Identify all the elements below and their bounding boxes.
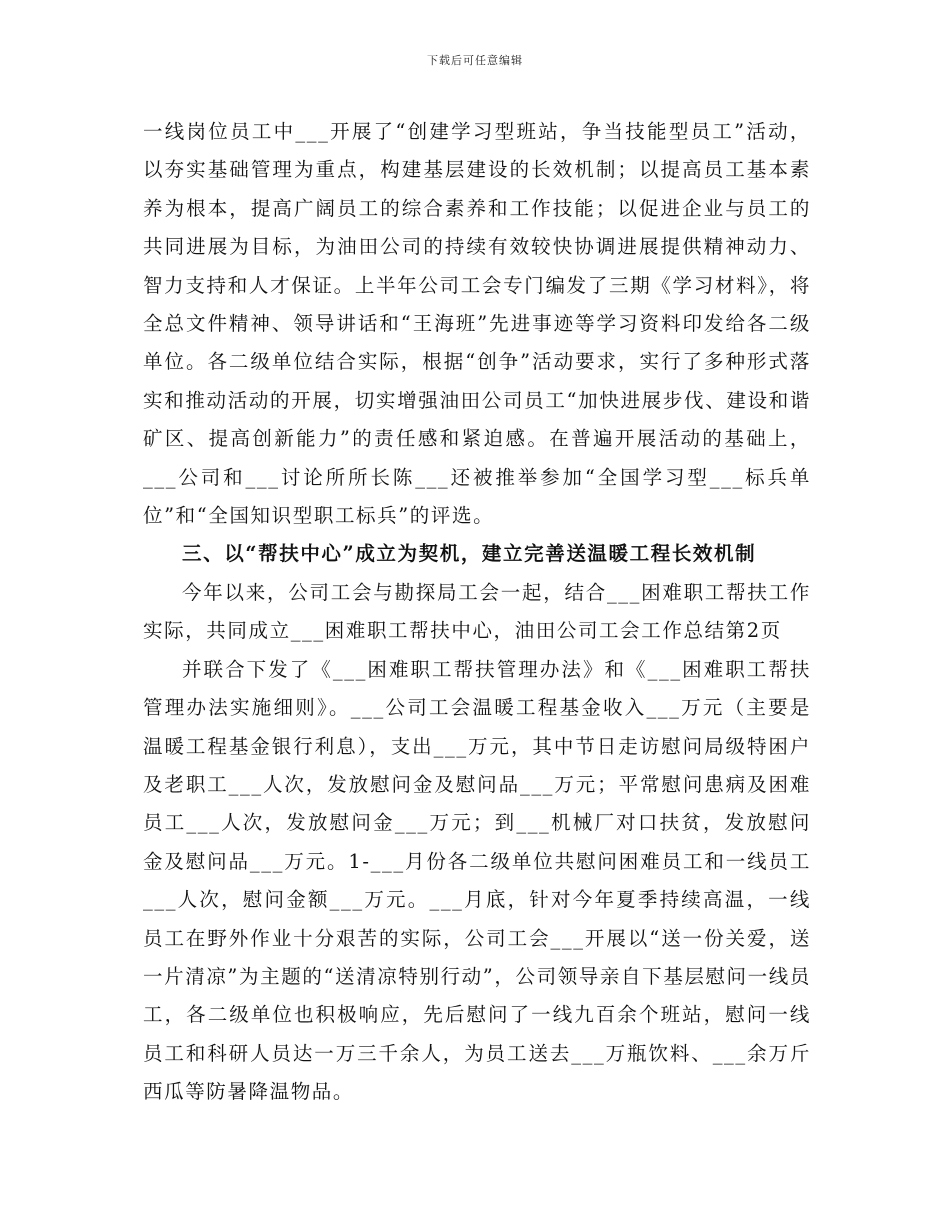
- header-note: 下载后可任意编辑: [427, 54, 523, 67]
- paragraph-help-center: 今年以来，公司工会与勘探局工会一起，结合___困难职工帮扶工作实际，共同成立___困难职工帮扶中心，油田公司工会工作总结第2页: [143, 580, 811, 643]
- paragraph-warmth-project: 并联合下发了《___困难职工帮扶管理办法》和《___困难职工帮扶管理办法实施细则》。___公司工会温暖工程基金收入___万元（主要是温暖工程基金银行利息），支出___万元，其中节日走访慰问局级特困户及老职工___人次，发放慰问金及慰问品___万元；平常慰问患病及困难员工___人次，发放慰问金___万元；到___机械厂对口扶贫，发放慰问金及慰问品___万元。1-___月份各二级单位共慰问困难员工和一线员工___人次，慰问金额___万元。___月底，针对今年夏季持续高温，一线员工在野外作业十分艰苦的实际，公司工会___开展以“送一份关爱，送一片清凉”为主题的“送清凉特别行动”，公司领导亲自下基层慰问一线员工，各二级单位也积极响应，先后慰问了一线九百余个班站，慰问一线员工和科研人员达一万三千余人，为员工送去___万瓶饮料、___余万斤西瓜等防暑降温物品。: [143, 657, 811, 1104]
- section-heading: 三、以“帮扶中心”成立为契机，建立完善送温暖工程长效机制: [182, 542, 757, 566]
- paragraph-learning-activities: 一线岗位员工中___开展了“创建学习型班站，争当技能型员工”活动，以夯实基础管理为重点，构建基层建设的长效机制；以提高员工基本素养为根本，提高广阔员工的综合素养和工作技能；以促进企业与员工的共同进展为目标，为油田公司的持续有效较快协调进展提供精神动力、智力支持和人才保证。上半年公司工会专门编发了三期《学习材料》，将全总文件精神、领导讲话和“王海班”先进事迹等学习资料印发给各二级单位。各二级单位结合实际，根据“创争”活动要求，实行了多种形式落实和推动活动的开展，切实增强油田公司员工“加快进展步伐、建设和谐矿区、提高创新能力”的责任感和紧迫感。在普遍开展活动的基础上，___公司和___讨论所所长陈___还被推举参加“全国学习型___标兵单位”和“全国知识型职工标兵”的评选。: [143, 120, 811, 528]
- document-body: [143, 113, 811, 1112]
